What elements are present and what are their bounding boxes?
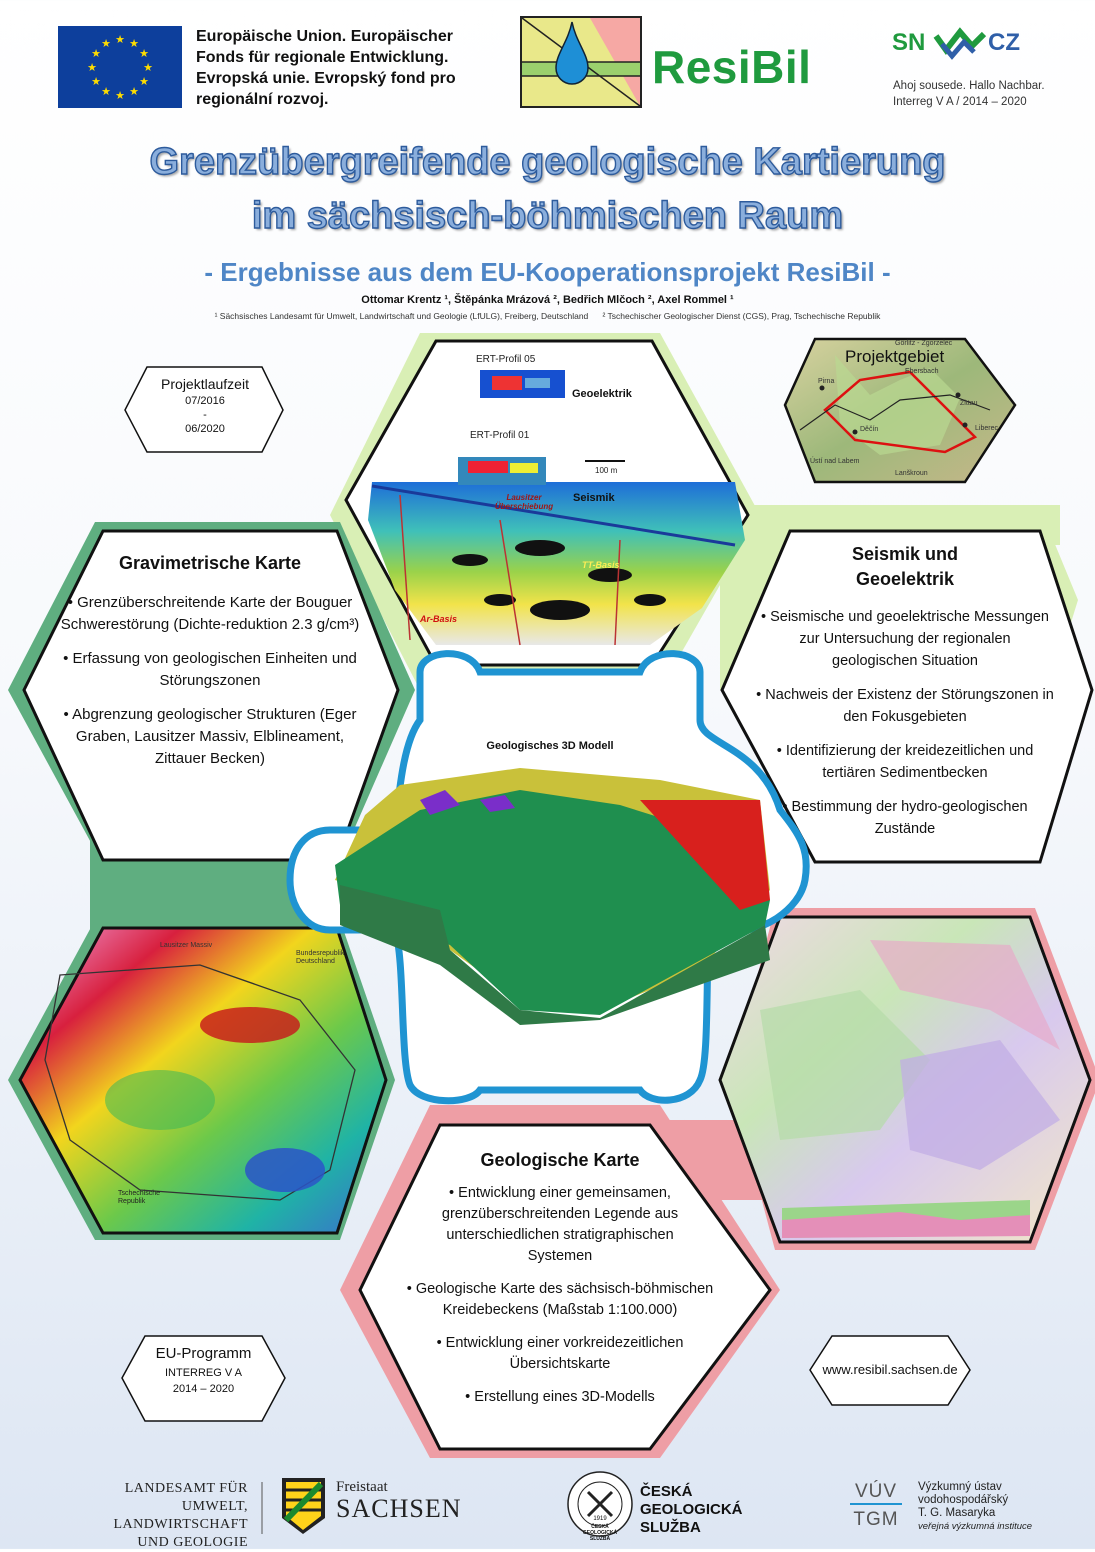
gravi-bullet-1: • Grenzüberschreitende Karte der Bouguer Schwerestörung (Dichte-reduktion 2.3 g/cm³): [60, 594, 360, 633]
website-link[interactable]: www.resibil.sachsen.de: [822, 1362, 958, 1377]
map-place-decin: Děčín: [860, 426, 879, 433]
projektlaufzeit-end: 06/2020: [185, 423, 225, 435]
geologische-karte-box: [370, 1150, 750, 1420]
projektlaufzeit-title: Projektlaufzeit: [161, 376, 249, 392]
gravi-bullet-3: • Abgrenzung geologischer Strukturen (Eger Graben, Lausitzer Massiv, Elblineament, Zittauer Becken): [63, 706, 357, 767]
svg-text:★: ★: [87, 61, 97, 74]
svg-text:★: ★: [139, 75, 149, 88]
vuv-logo-text: Výzkumný ústav vodohospodářský T. G. Masaryka veřejná výzkumná instituce: [918, 1481, 1033, 1532]
cgs-logo-text: ČESKÁ GEOLOGICKÁ SLUŽBA: [640, 1483, 743, 1536]
map-place-liberec: Liberec: [975, 425, 998, 432]
svg-text:★: ★: [115, 89, 125, 102]
projektlaufzeit-sep: -: [203, 409, 207, 421]
map-place-pirna: Pirna: [818, 378, 835, 385]
seismik-box-title: Seismik und Geoelektrik: [851, 544, 959, 589]
projektlaufzeit: [125, 376, 285, 437]
seismik-bullet-3: • Identifizierung der kreidezeitlichen und tertiären Sedimentbecken: [776, 743, 1034, 781]
saxony-coat-of-arms-icon: [282, 1478, 325, 1534]
sncz-slogan: Ahoj sousede. Hallo Nachbar.: [893, 80, 1045, 92]
eu-funding-text: Europäische Union. Europäischer Fonds für regionale Entwicklung. Evropská unie. Evropský fond pro regionální rozvoj.: [196, 28, 456, 108]
ert-profil-05-label: ERT-Profil 05: [476, 354, 536, 365]
tt-basis-label: TT-Basis: [582, 560, 620, 570]
scale-label: 100 m: [595, 466, 618, 475]
svg-text:★: ★: [129, 37, 139, 50]
projektlaufzeit-start: 07/2016: [185, 395, 225, 407]
svg-text:★: ★: [143, 61, 153, 74]
sncz-program: Interreg V A / 2014 – 2020: [893, 96, 1027, 108]
ert-profil-01-label: ERT-Profil 01: [470, 430, 530, 441]
map-place-goerlitz: Görlitz - Zgorzelec: [895, 340, 953, 347]
geo-bullet-3: • Entwicklung einer vorkreidezeitlichen Übersichtskarte: [436, 1335, 684, 1372]
svg-text:★: ★: [139, 47, 149, 60]
projektgebiet-title: Projektgebiet: [845, 347, 945, 366]
resibil-logo-text: ResiBil: [652, 41, 812, 93]
seismik-bullet-1: • Seismische und geoelektrische Messungen zur Untersuchung der regionalen geologischen Situation: [761, 609, 1049, 669]
svg-text:★: ★: [101, 85, 111, 98]
gravimap-label-brd: Bundesrepublik Deutschland: [296, 950, 345, 965]
freistaat-label: Freistaat: [336, 1479, 388, 1495]
cgs-seal-year: 1919: [593, 1516, 607, 1522]
page-subtitle: - Ergebnisse aus dem EU-Kooperationsprojekt ResiBil -: [204, 257, 891, 287]
cgs-seal-text: ČESKÁ GEOLOGICKÁ SLUŽBA: [582, 1524, 618, 1542]
lfulg-logo-text: LANDESAMT FÜR UMWELT, LANDWIRTSCHAFT UND GEOLOGIE: [113, 1481, 248, 1550]
eu-programm-period: 2014 – 2020: [172, 1383, 235, 1395]
gravimap-label-cz: Tschechische Republik: [118, 1190, 161, 1205]
seismik-geoelektrik-box: [755, 542, 1055, 852]
vuv-logo-top: VÚV: [854, 1481, 898, 1502]
svg-text:★: ★: [129, 85, 139, 98]
svg-text:★: ★: [115, 33, 125, 46]
cz-label: CZ: [988, 29, 1020, 56]
eu-programm: [122, 1345, 285, 1397]
vuv-logo-bottom: TGM: [853, 1509, 899, 1530]
page-title-line-2: im sächsisch-böhmischen Raum: [251, 195, 844, 237]
geo-bullet-1: • Entwicklung einer gemeinsamen, grenzüberschreitenden Legende aus unterschiedlichen stratigraphischen Systemen: [441, 1185, 679, 1264]
seismik-bullet-4: • Bestimmung der hydro-geologischen Zustände: [782, 799, 1028, 837]
geoelektrik-label: Geoelektrik: [572, 388, 632, 400]
gravimetrische-karte-box: [60, 553, 360, 782]
gravimetrische-karte-title: Gravimetrische Karte: [118, 553, 302, 573]
page-title-line-1: Grenzübergreifende geologische Kartierung: [149, 141, 946, 183]
svg-text:★: ★: [101, 37, 111, 50]
geologische-karte-title: Geologische Karte: [480, 1150, 640, 1170]
gravi-bullet-2: • Erfassung von geologischen Einheiten und Störungszonen: [63, 650, 357, 689]
seismik-label: Seismik: [573, 492, 615, 504]
svg-text:★: ★: [91, 75, 101, 88]
map-place-lanskroun: Lanškroun: [895, 470, 928, 477]
svg-text:★: ★: [91, 47, 101, 60]
authors: Ottomar Krentz ¹, Štěpánka Mrázová ², Bedřich Mlčoch ², Axel Rommel ¹: [361, 294, 734, 306]
seismik-bullet-2: • Nachweis der Existenz der Störungszonen in den Fokusgebieten: [756, 687, 1054, 725]
map-place-usti: Ústí nad Labem: [810, 458, 860, 465]
map-place-ebersbach: Ebersbach: [905, 368, 939, 375]
geo-bullet-2: • Geologische Karte des sächsisch-böhmischen Kreidebeckens (Maßstab 1:100.000): [406, 1281, 714, 1318]
lausitzer-ueberschiebung-label: Lausitzer Überschiebung: [494, 493, 554, 511]
3d-modell-title: Geologisches 3D Modell: [486, 740, 614, 752]
affiliations: ¹ Sächsisches Landesamt für Umwelt, Landwirtschaft und Geologie (LfULG), Freiberg, Deutschland ² Tschechischer Geologischer Dienst (CGS), Prag, Tschechische Republik: [214, 311, 881, 321]
gravimap-label-lausitzer: Lausitzer Massiv: [160, 942, 213, 949]
sn-label: SN: [892, 29, 926, 56]
geo-bullet-4: • Erstellung eines 3D-Modells: [465, 1389, 655, 1405]
eu-programm-title: EU-Programm: [155, 1345, 252, 1362]
eu-programm-name: INTERREG V A: [164, 1367, 243, 1379]
sachsen-label: SACHSEN: [336, 1494, 462, 1523]
map-place-zittau: Zittau: [960, 400, 978, 407]
ar-basis-label: Ar-Basis: [420, 614, 458, 624]
